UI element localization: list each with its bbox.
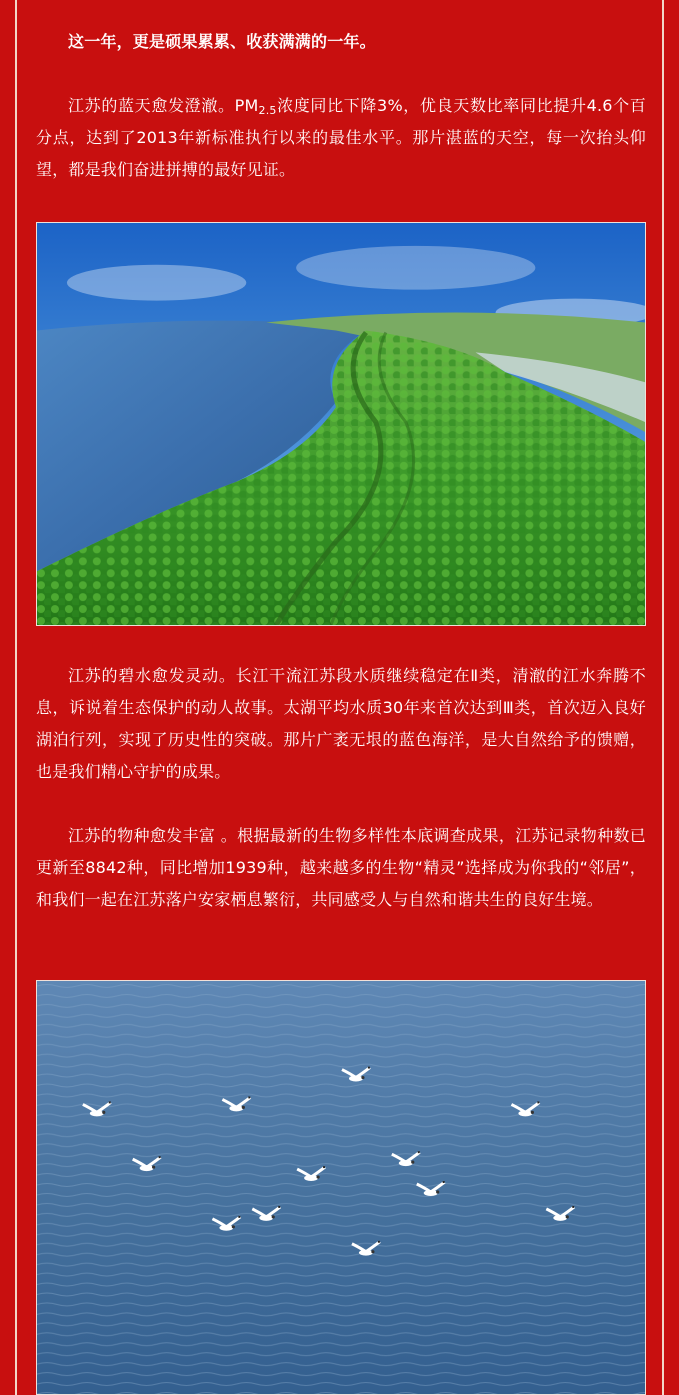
right-frame-line	[662, 0, 664, 1395]
pm-subscript: 2.5	[258, 104, 277, 117]
water-quality-paragraph: 江苏的碧水愈发灵动。长江干流江苏段水质继续稳定在Ⅱ类，清澈的江水奔腾不息，诉说着生态保护的动人故事。太湖平均水质30年来首次达到Ⅲ类，首次迈入良好湖泊行列，实现了历史性的突破。那片广袤无垠的蓝色海洋，是大自然给予的馈赠，也是我们精心守护的成果。	[36, 666, 646, 781]
air-quality-paragraph	[36, 90, 646, 186]
para1-text: 江苏的蓝天愈发澄澈。PM	[68, 96, 259, 115]
left-frame-line	[15, 0, 17, 1395]
species-paragraph: 江苏的物种愈发丰富 。根据最新的生物多样性本底调查成果，江苏记录物种数已更新至8842种，同比增加1939种，越来越多的生物“精灵”选择成为你我的“邻居”，和我们一起在江苏落户安家栖息繁衍，共同感受人与自然和谐共生的良好生境。	[36, 826, 646, 909]
heading-paragraph: 这一年，更是硕果累累、收获满满的一年。	[68, 32, 376, 51]
para1-text-cont: 浓度同比下降3%，优良天数比率同比提升4.6个百分点，达到了2013年新标准执行以来的最佳水平。那片湛蓝的天空，每一次抬头仰望，都是我们奋进拼搏的最好见证。	[36, 96, 646, 179]
seagulls-photo	[36, 980, 646, 1395]
aerial-coast-forest-photo	[36, 222, 646, 626]
